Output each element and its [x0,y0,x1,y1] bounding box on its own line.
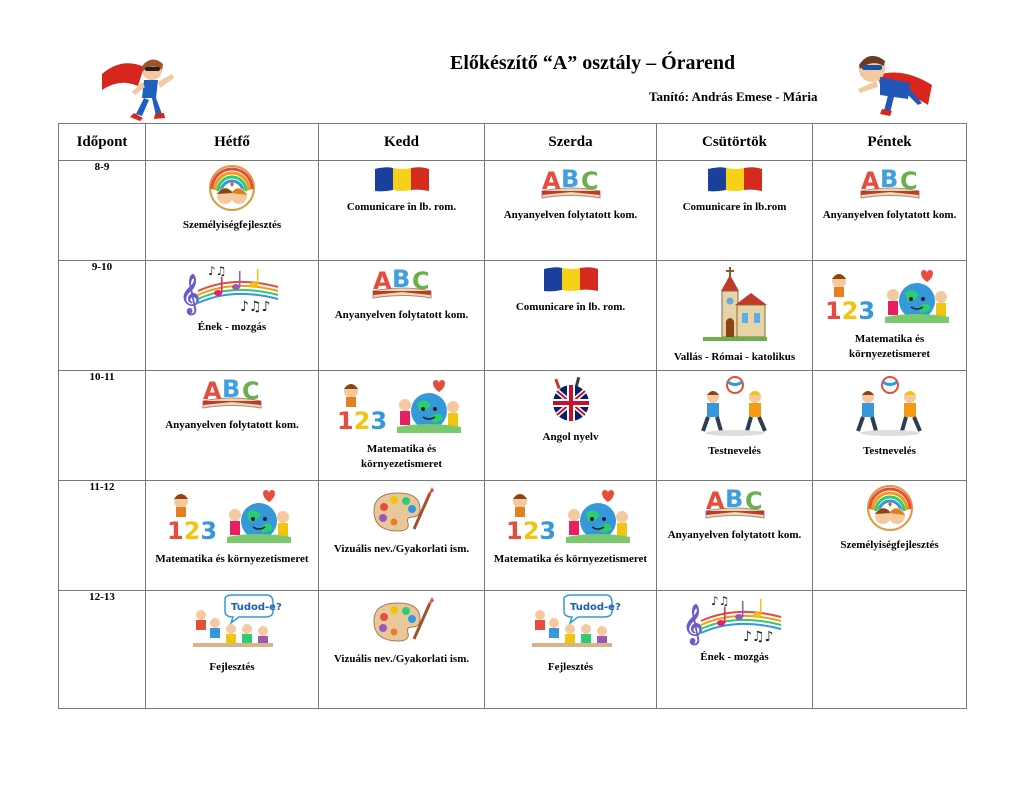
abc-book-icon [702,485,768,524]
lesson-cell [319,591,485,709]
lesson-label: Fejlesztés [209,661,255,673]
time-slot: 9-10 [59,261,146,371]
header-row [59,124,967,161]
svg-text:♪♫: ♪♫ [710,594,729,608]
abc-letter-c: C [411,267,430,295]
paint-palette-icon [368,485,436,538]
timetable-row [59,371,967,481]
lesson-label: Anyanyelven folytatott kom. [165,419,299,431]
abc-letter-b: B [879,165,898,193]
lesson-cell [485,261,657,371]
header-day: Péntek [813,124,967,161]
lesson-label: Comunicare în lb. rom. [346,201,457,213]
abc-letter-a: A [860,167,880,195]
svg-text:𝄞: 𝄞 [682,604,703,644]
lesson-cell [319,261,485,371]
music-notes-icon [681,595,789,646]
lesson-label: Anyanyelven folytatott kom. [334,309,469,321]
lesson-cell [813,161,967,261]
lesson-cell [485,161,657,261]
lesson-cell [485,481,657,591]
lesson-cell [319,371,485,481]
lesson-cell [146,161,319,261]
time-slot: 8-9 [59,161,146,261]
abc-letter-c: C [744,487,763,515]
abc-letter-a: A [705,487,725,515]
superhero-boy-icon [848,47,938,119]
lesson-label: Vizuális nev./Gyakorlati ism. [333,653,470,665]
paint-palette-icon [368,595,436,648]
abc-book-icon [538,165,604,204]
abc-letter-a: A [203,377,222,405]
lesson-cell [657,161,813,261]
abc-letter-b: B [222,375,241,403]
math-earth-icon [337,375,467,438]
timetable-row [59,591,967,709]
lesson-label: Vizuális nev./Gyakorlati ism. [333,543,470,555]
lesson-label: Comunicare în lb. rom. [515,301,626,313]
lesson-label: Személyiségfejlesztés [182,219,282,231]
svg-text:♪♫♪: ♪♫♪ [742,629,773,645]
lesson-cell [813,591,967,709]
svg-text:♪♫♪: ♪♫♪ [240,299,271,315]
lesson-cell [657,371,813,481]
rainbow-kids-icon [861,485,919,534]
tudod-text: Tudod-e? [569,602,621,613]
lesson-label: Vallás - Római - katolikus [673,351,796,363]
math-earth-icon [825,265,955,328]
lesson-cell [319,161,485,261]
lesson-cell [813,261,967,371]
time-slot: 10-11 [59,371,146,481]
rainbow-kids-icon [203,165,261,214]
lesson-cell [657,261,813,371]
lesson-label: Fejlesztés [547,661,594,673]
lesson-cell [319,481,485,591]
timetable [58,123,967,709]
teacher-name: Tanító: András Emese - Mária [649,89,818,104]
digit-one: 123 [336,407,387,435]
superhero-girl-icon [92,52,178,122]
lesson-cell [657,591,813,709]
header-day: Kedd [319,124,485,161]
math-earth-icon [506,485,636,548]
lesson-label: Matematika és környezetismeret [155,553,309,565]
timetable-row [59,261,967,371]
time-slot: 12-13 [59,591,146,709]
lesson-label: Személyiségfejlesztés [840,539,939,551]
romanian-flag-icon [542,265,600,296]
lesson-cell [657,481,813,591]
svg-text:♪♫: ♪♫ [208,264,227,278]
abc-book-icon [369,265,435,304]
lesson-label: Anyanyelven folytatott kom. [667,529,802,541]
time-slot: 11-12 [59,481,146,591]
romanian-flag-icon [706,165,764,196]
header-day: Szerda [485,124,657,161]
abc-letter-b: B [560,165,579,193]
lesson-cell [146,371,319,481]
lesson-label: Testnevelés [863,445,916,457]
music-notes-icon [178,265,286,316]
lesson-cell [146,481,319,591]
header-time: Időpont [59,124,146,161]
lesson-label: Matematika és környezetismeret [360,443,443,470]
abc-book-icon [857,165,923,204]
lesson-label: Comunicare în lb.rom [682,201,787,213]
header-day: Hétfő [146,124,319,161]
lesson-label: Matematika és környezetismeret [493,553,648,565]
lesson-cell [146,261,319,371]
abc-letter-b: B [724,485,743,513]
church-icon [701,265,769,346]
timetable-row [59,161,967,261]
abc-letter-a: A [372,267,392,295]
tudod-text: Tudod-e? [231,602,282,613]
abc-letter-c: C [580,167,599,195]
digit-one: 123 [505,517,556,545]
abc-letter-c: C [899,167,918,195]
timetable-row [59,481,967,591]
romanian-flag-icon [373,165,431,196]
svg-text:𝄞: 𝄞 [180,274,201,314]
lesson-label: Matematika és környezetismeret [848,333,931,360]
lesson-cell [813,371,967,481]
lesson-cell [813,481,967,591]
digit-one: 123 [824,297,875,325]
lesson-label: Anyanyelven folytatott kom. [822,209,957,221]
tudod-e-icon [189,595,282,656]
lesson-label: Anyanyelven folytatott kom. [503,209,638,221]
lesson-cell [485,371,657,481]
digit-one: 123 [167,517,218,545]
lesson-label: Ének - mozgás [197,321,267,333]
kids-ball-icon [850,375,930,440]
lesson-cell [146,591,319,709]
abc-book-icon [199,375,265,414]
kids-ball-icon [695,375,775,440]
tudod-e-icon [528,595,621,656]
lesson-label: Testnevelés [708,445,761,457]
abc-letter-c: C [242,377,260,405]
header-day: Csütörtök [657,124,813,161]
page-title: Előkészítő “A” osztály – Órarend [450,52,736,74]
uk-globe-icon [546,375,596,426]
lesson-label: Angol nyelv [542,431,599,443]
lesson-cell [485,591,657,709]
math-earth-icon [167,485,297,548]
abc-letter-a: A [541,167,561,195]
abc-letter-b: B [391,265,410,293]
lesson-label: Ének - mozgás [700,651,769,663]
